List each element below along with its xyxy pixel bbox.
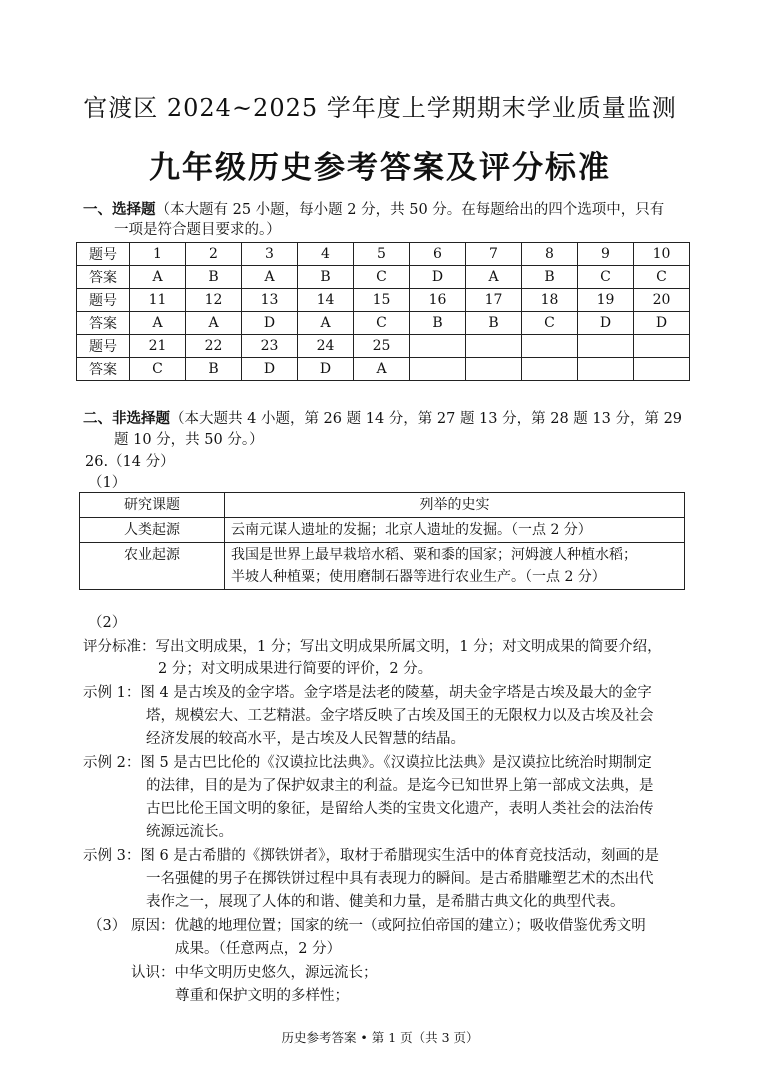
example-1-line: 塔，规模宏大、工艺精湛。金字塔反映了古埃及国王的无限权力以及古埃及社会 (146, 708, 654, 724)
section1-desc-cont: 一项是符合题目要求的。） (114, 222, 281, 238)
answer-cell: D (242, 312, 298, 335)
question-number-cell: 25 (354, 335, 410, 358)
table-row (80, 543, 685, 590)
example-3-line: 一名强健的男子在掷铁饼过程中具有表现力的瞬间。是古希腊雕塑艺术的杰出代 (146, 871, 654, 887)
question-number-cell: 5 (354, 243, 410, 266)
row-label: 题号 (77, 335, 130, 358)
q26-part2-label: （2） (88, 615, 127, 631)
topic-cell: 人类起源 (80, 518, 225, 543)
section2-desc-cont: 题 10 分，共 50 分。） (114, 432, 264, 448)
reason-line: 原因：优越的地理位置；国家的统一（或阿拉伯帝国的建立）；吸收借鉴优秀文明 (131, 918, 646, 934)
question-number-cell: 3 (242, 243, 298, 266)
question-number-cell: 14 (298, 289, 354, 312)
example-2-line: 古巴比伦王国文明的象征，是留给人类的宝贵文化遗产，表明人类社会的法治传 (146, 801, 654, 817)
question-number-row (77, 243, 690, 266)
answer-cell: C (130, 358, 186, 381)
q26-part3-label: （3） (88, 918, 127, 934)
section2-intro (83, 407, 682, 431)
answer-cell: D (242, 358, 298, 381)
answer-cell: C (522, 312, 578, 335)
fact-line: 半坡人种植粟；使用磨制石器等进行农业生产。（一点 2 分） (231, 569, 606, 585)
question-number-cell: 18 (522, 289, 578, 312)
example-2-line: 的法律，目的是为了保护奴隶主的利益。是迄今已知世界上第一部成文法典，是 (146, 778, 654, 794)
question-number-cell: 23 (242, 335, 298, 358)
answer-cell: A (298, 312, 354, 335)
answer-cell: C (354, 312, 410, 335)
answer-cell (522, 358, 578, 381)
table-row (80, 518, 685, 543)
answer-cell: D (578, 312, 634, 335)
answer-cell (466, 358, 522, 381)
q26-table-header (80, 493, 685, 518)
question-number-cell: 17 (466, 289, 522, 312)
answer-cell (634, 358, 690, 381)
question-number-cell: 2 (186, 243, 242, 266)
answer-cell: C (578, 266, 634, 289)
answer-cell: C (354, 266, 410, 289)
answer-cell: D (634, 312, 690, 335)
criteria-line: 2 分；对文明成果进行简要的评价，2 分。 (158, 661, 433, 677)
section2-desc: （本大题共 4 小题，第 26 题 14 分，第 27 题 13 分，第 28 题 13 分，第 29 (170, 411, 683, 427)
row-label: 题号 (77, 243, 130, 266)
section1-heading: 一、选择题 (83, 201, 156, 218)
answer-cell: A (466, 266, 522, 289)
answer-cell: B (186, 266, 242, 289)
row-label: 答案 (77, 312, 130, 335)
example-2-line: 统源远流长。 (146, 824, 233, 840)
q26-part1-label: （1） (88, 475, 127, 491)
insight-line: 认识：中华文明历史悠久，源远流长； (131, 965, 378, 981)
question-number-cell: 13 (242, 289, 298, 312)
facts-cell (225, 543, 685, 590)
answer-cell: A (354, 358, 410, 381)
section1-desc: （本大题有 25 小题，每小题 2 分，共 50 分。在每题给出的四个选项中，只有 (155, 202, 665, 218)
question-number-row (77, 289, 690, 312)
question-number-row (77, 335, 690, 358)
answer-cell: B (466, 312, 522, 335)
answer-cell: B (298, 266, 354, 289)
row-label: 答案 (77, 266, 130, 289)
question-number-cell: 15 (354, 289, 410, 312)
answer-cell: A (130, 312, 186, 335)
answer-cell: A (130, 266, 186, 289)
question-number-cell: 19 (578, 289, 634, 312)
answer-cell: B (186, 358, 242, 381)
question-number-cell (522, 335, 578, 358)
answer-row (77, 266, 690, 289)
answer-cell: D (410, 266, 466, 289)
answer-cell: B (410, 312, 466, 335)
row-label: 题号 (77, 289, 130, 312)
answer-row (77, 358, 690, 381)
answer-cell: A (186, 312, 242, 335)
answer-cell: C (634, 266, 690, 289)
example-2-line: 示例 2：图 5 是古巴比伦的《汉谟拉比法典》。《汉谟拉比法典》是汉谟拉比统治时期制定 (83, 755, 652, 771)
section2-heading: 二、非选择题 (83, 410, 170, 427)
fact-line: 云南元谋人遗址的发掘；北京人遗址的发掘。（一点 2 分） (231, 522, 592, 538)
question-number-cell: 24 (298, 335, 354, 358)
question-number-cell: 12 (186, 289, 242, 312)
table-header-facts: 列举的史实 (225, 493, 685, 518)
question-number-cell (634, 335, 690, 358)
facts-cell (225, 518, 685, 543)
fact-line: 我国是世界上最早栽培水稻、粟和黍的国家；河姆渡人种植水稻； (231, 547, 637, 563)
question-number-cell: 16 (410, 289, 466, 312)
table-header-topic: 研究课题 (80, 493, 225, 518)
example-3-line: 表作之一，展现了人体的和谐、健美和力量，是希腊古典文化的典型代表。 (146, 894, 625, 910)
question-number-cell (466, 335, 522, 358)
answer-key-title: 九年级历史参考答案及评分标准 (149, 150, 611, 186)
question-number-cell: 9 (578, 243, 634, 266)
criteria-line: 评分标准：写出文明成果，1 分；写出文明成果所属文明，1 分；对文明成果的简要介绍， (83, 639, 662, 655)
answer-cell (578, 358, 634, 381)
answer-row (77, 312, 690, 335)
question-number-cell (578, 335, 634, 358)
question-number-cell: 1 (130, 243, 186, 266)
insight-line: 尊重和保护文明的多样性； (175, 988, 349, 1004)
q26-title: 26.（14 分） (85, 454, 175, 470)
question-number-cell: 4 (298, 243, 354, 266)
question-number-cell: 8 (522, 243, 578, 266)
question-number-cell: 21 (130, 335, 186, 358)
question-number-cell: 22 (186, 335, 242, 358)
example-1-line: 经济发展的较高水平，是古埃及人民智慧的结晶。 (146, 731, 465, 747)
question-number-cell: 6 (410, 243, 466, 266)
example-3-line: 示例 3：图 6 是古希腊的《掷铁饼者》，取材于希腊现实生活中的体育竞技活动，刻画的是 (83, 848, 660, 864)
page-footer: 历史参考答案 • 第 1 页（共 3 页） (281, 1030, 479, 1045)
row-label: 答案 (77, 358, 130, 381)
example-1-line: 示例 1：图 4 是古埃及的金字塔。金字塔是法老的陵墓，胡夫金字塔是古埃及最大的金字 (83, 685, 652, 701)
exam-title: 官渡区 2024~2025 学年度上学期期末学业质量监测 (83, 94, 677, 122)
answer-cell: D (298, 358, 354, 381)
question-number-cell: 7 (466, 243, 522, 266)
answer-cell: B (522, 266, 578, 289)
question-number-cell: 20 (634, 289, 690, 312)
question-number-cell: 10 (634, 243, 690, 266)
question-number-cell: 11 (130, 289, 186, 312)
answer-cell (410, 358, 466, 381)
choice-answer-table (76, 242, 690, 381)
answer-cell: A (242, 266, 298, 289)
topic-cell: 农业起源 (80, 543, 225, 590)
q26-table (79, 492, 685, 590)
reason-line: 成果。（任意两点，2 分） (175, 941, 342, 957)
question-number-cell (410, 335, 466, 358)
